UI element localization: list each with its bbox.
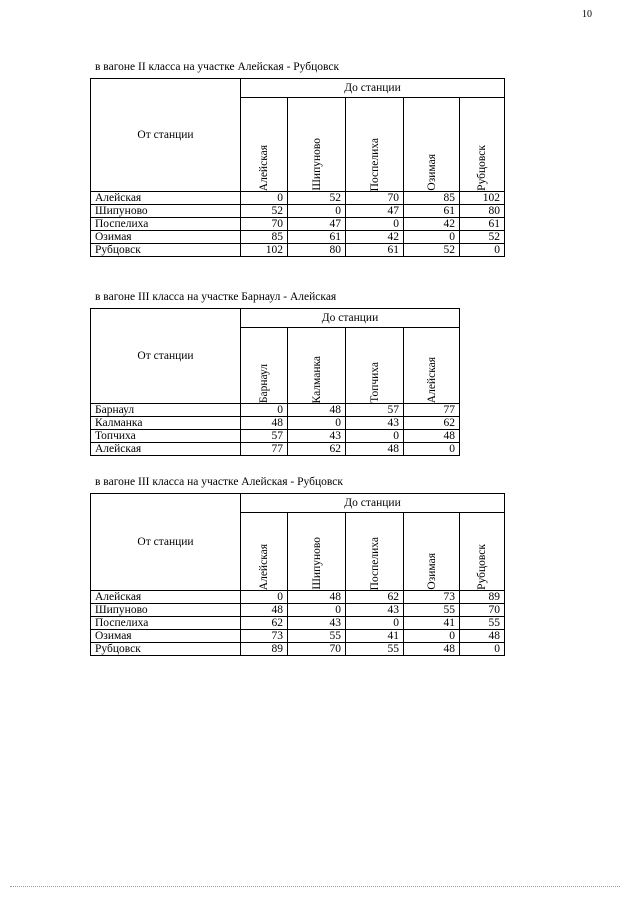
distance-cell: 55 [288, 630, 346, 643]
row-station: Калманка [91, 417, 241, 430]
column-station: Поспелиха [346, 98, 404, 192]
row-station: Рубцовск [91, 244, 241, 257]
distance-cell: 62 [241, 617, 288, 630]
distance-cell: 48 [241, 604, 288, 617]
distance-cell: 0 [241, 404, 288, 417]
distance-cell: 61 [346, 244, 404, 257]
distance-cell: 43 [288, 617, 346, 630]
table-row [91, 630, 505, 643]
page-footer-rule [10, 886, 620, 887]
distance-cell: 0 [404, 443, 460, 456]
table-caption: в вагоне III класса на участке Алейская - Рубцовск [95, 476, 343, 488]
distance-cell: 77 [404, 404, 460, 417]
fare-distance-table [90, 308, 460, 456]
distance-cell: 62 [346, 591, 404, 604]
column-station: Алейская [404, 328, 460, 404]
table-row [91, 643, 505, 656]
distance-cell: 73 [241, 630, 288, 643]
distance-cell: 61 [404, 205, 460, 218]
distance-cell: 43 [346, 417, 404, 430]
table-caption: в вагоне II класса на участке Алейская - Рубцовск [95, 61, 340, 73]
distance-cell: 0 [346, 218, 404, 231]
column-station: Озимая [404, 98, 460, 192]
column-station: Калманка [288, 328, 346, 404]
row-station: Поспелиха [91, 617, 241, 630]
distance-cell: 89 [460, 591, 505, 604]
row-station: Озимая [91, 630, 241, 643]
table-row [91, 591, 505, 604]
distance-cell: 70 [288, 643, 346, 656]
table-row [91, 218, 505, 231]
row-station: Алейская [91, 443, 241, 456]
distance-cell: 70 [241, 218, 288, 231]
fare-distance-table [90, 78, 505, 257]
column-station: Рубцовск [460, 513, 505, 591]
distance-cell: 0 [404, 231, 460, 244]
row-station: Поспелиха [91, 218, 241, 231]
to-station-header: До станции [241, 79, 505, 98]
distance-cell: 80 [460, 205, 505, 218]
distance-cell: 42 [346, 231, 404, 244]
distance-cell: 85 [241, 231, 288, 244]
table-row [91, 231, 505, 244]
table-row [91, 192, 505, 205]
distance-cell: 0 [241, 192, 288, 205]
distance-cell: 55 [404, 604, 460, 617]
distance-cell: 0 [288, 604, 346, 617]
column-station: Поспелиха [346, 513, 404, 591]
table-row [91, 604, 505, 617]
table-row [91, 443, 460, 456]
distance-cell: 48 [346, 443, 404, 456]
fare-distance-table [90, 493, 505, 656]
column-station: Озимая [404, 513, 460, 591]
row-station: Топчиха [91, 430, 241, 443]
distance-cell: 62 [288, 443, 346, 456]
distance-cell: 52 [288, 192, 346, 205]
distance-cell: 102 [460, 192, 505, 205]
distance-cell: 77 [241, 443, 288, 456]
column-station: Шипуново [288, 98, 346, 192]
to-station-header: До станции [241, 309, 460, 328]
distance-cell: 61 [460, 218, 505, 231]
from-station-header: От станции [91, 494, 241, 591]
column-station: Алейская [241, 513, 288, 591]
distance-cell: 42 [404, 218, 460, 231]
distance-cell: 0 [241, 591, 288, 604]
column-station: Шипуново [288, 513, 346, 591]
distance-cell: 62 [404, 417, 460, 430]
column-station: Алейская [241, 98, 288, 192]
distance-cell: 41 [404, 617, 460, 630]
distance-cell: 73 [404, 591, 460, 604]
distance-cell: 0 [460, 643, 505, 656]
distance-cell: 89 [241, 643, 288, 656]
distance-cell: 70 [346, 192, 404, 205]
distance-cell: 61 [288, 231, 346, 244]
table-caption: в вагоне III класса на участке Барнаул - Алейская [95, 291, 337, 303]
row-station: Шипуново [91, 604, 241, 617]
distance-cell: 80 [288, 244, 346, 257]
table-row [91, 617, 505, 630]
distance-cell: 47 [346, 205, 404, 218]
distance-cell: 48 [241, 417, 288, 430]
row-station: Озимая [91, 231, 241, 244]
distance-cell: 52 [241, 205, 288, 218]
row-station: Шипуново [91, 205, 241, 218]
distance-cell: 0 [404, 630, 460, 643]
row-station: Алейская [91, 591, 241, 604]
table-row [91, 205, 505, 218]
distance-cell: 48 [404, 430, 460, 443]
to-station-header: До станции [241, 494, 505, 513]
distance-cell: 85 [404, 192, 460, 205]
distance-cell: 55 [460, 617, 505, 630]
distance-cell: 0 [460, 244, 505, 257]
distance-cell: 52 [460, 231, 505, 244]
distance-cell: 48 [460, 630, 505, 643]
row-station: Барнаул [91, 404, 241, 417]
from-station-header: От станции [91, 309, 241, 404]
distance-cell: 43 [346, 604, 404, 617]
column-station: Рубцовск [460, 98, 505, 192]
distance-cell: 48 [404, 643, 460, 656]
distance-cell: 43 [288, 430, 346, 443]
distance-cell: 57 [346, 404, 404, 417]
distance-cell: 102 [241, 244, 288, 257]
table-row [91, 430, 460, 443]
table-row [91, 417, 460, 430]
distance-cell: 57 [241, 430, 288, 443]
distance-cell: 48 [288, 404, 346, 417]
distance-cell: 0 [288, 417, 346, 430]
column-station: Топчиха [346, 328, 404, 404]
distance-cell: 52 [404, 244, 460, 257]
distance-cell: 41 [346, 630, 404, 643]
distance-cell: 55 [346, 643, 404, 656]
row-station: Рубцовск [91, 643, 241, 656]
distance-cell: 0 [288, 205, 346, 218]
distance-cell: 70 [460, 604, 505, 617]
distance-cell: 0 [346, 430, 404, 443]
from-station-header: От станции [91, 79, 241, 192]
row-station: Алейская [91, 192, 241, 205]
distance-cell: 0 [346, 617, 404, 630]
distance-cell: 48 [288, 591, 346, 604]
table-row [91, 244, 505, 257]
column-station: Барнаул [241, 328, 288, 404]
table-row [91, 404, 460, 417]
distance-cell: 47 [288, 218, 346, 231]
page-number: 10 [582, 9, 592, 20]
